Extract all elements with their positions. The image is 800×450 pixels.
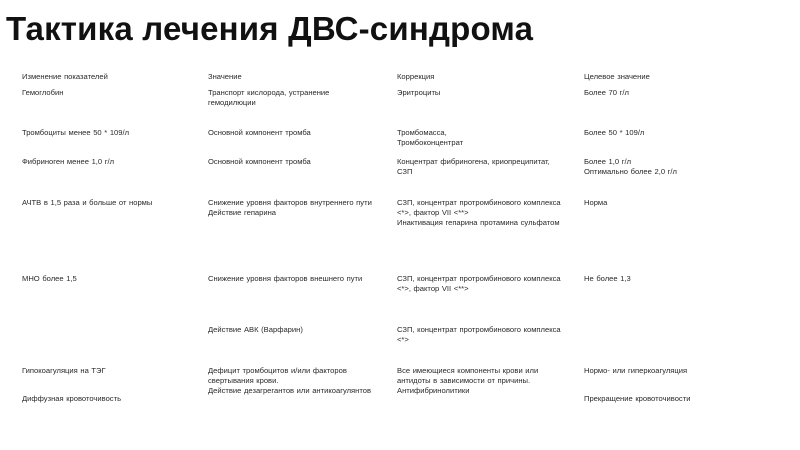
table-cell: Тромбомасса, Тромбоконцентрат — [397, 128, 464, 147]
table-cell: Снижение уровня факторов внешнего пути — [208, 274, 363, 283]
table-cell: Прекращение кровоточивости — [584, 394, 691, 403]
table-cell: Эритроциты — [397, 88, 441, 97]
table-cell: МНО более 1,5 — [22, 274, 77, 283]
table-cell: Норма — [584, 198, 608, 207]
table-cell: Тромбоциты менее 50 * 109/л — [22, 128, 130, 137]
header-correction: Коррекция — [397, 72, 435, 81]
table-cell: СЗП, концентрат протромбинового комплекса <*>, фактор VII <**> — [397, 274, 561, 293]
table-cell: Более 1,0 г/л Оптимально более 2,0 г/л — [584, 157, 677, 176]
page-title: Тактика лечения ДВС-синдрома — [6, 10, 534, 47]
table-cell: АЧТВ в 1,5 раза и больше от нормы — [22, 198, 153, 207]
table-cell: Основной компонент тромба — [208, 157, 311, 166]
table-cell: Фибриноген менее 1,0 г/л — [22, 157, 115, 166]
table-cell: Действие АВК (Варфарин) — [208, 325, 303, 334]
header-change: Изменение показателей — [22, 72, 108, 81]
table-cell: Концентрат фибриногена, криопреципитат, СЗП — [397, 157, 550, 176]
table-cell: Более 70 г/л — [584, 88, 629, 97]
table-cell: Снижение уровня факторов внутреннего пути Действие гепарина — [208, 198, 372, 217]
table-cell: Гемоглобин — [22, 88, 64, 97]
table-cell: Дефицит тромбоцитов и/или факторов свертывания крови. Действие дезагрегантов или антикоагулянтов — [208, 366, 371, 395]
table-cell: СЗП, концентрат протромбинового комплекса <*>, фактор VII <**> Инактивация гепарина протамина сульфатом — [397, 198, 561, 227]
table-cell: Все имеющиеся компоненты крови или антидоты в зависимости от причины. Антифибринолитики — [397, 366, 539, 395]
table-cell: СЗП, концентрат протромбинового комплекса <*> — [397, 325, 561, 344]
table-cell: Не более 1,3 — [584, 274, 631, 283]
table-cell: Более 50 * 109/л — [584, 128, 645, 137]
header-target: Целевое значение — [584, 72, 650, 81]
table-cell: Диффузная кровоточивость — [22, 394, 122, 403]
table-cell: Основной компонент тромба — [208, 128, 311, 137]
table-cell: Нормо- или гиперкоагуляция — [584, 366, 688, 375]
header-meaning: Значение — [208, 72, 242, 81]
table-cell: Гипокоагуляция на ТЭГ — [22, 366, 106, 375]
table-cell: Транспорт кислорода, устранение гемодилюции — [208, 88, 330, 107]
